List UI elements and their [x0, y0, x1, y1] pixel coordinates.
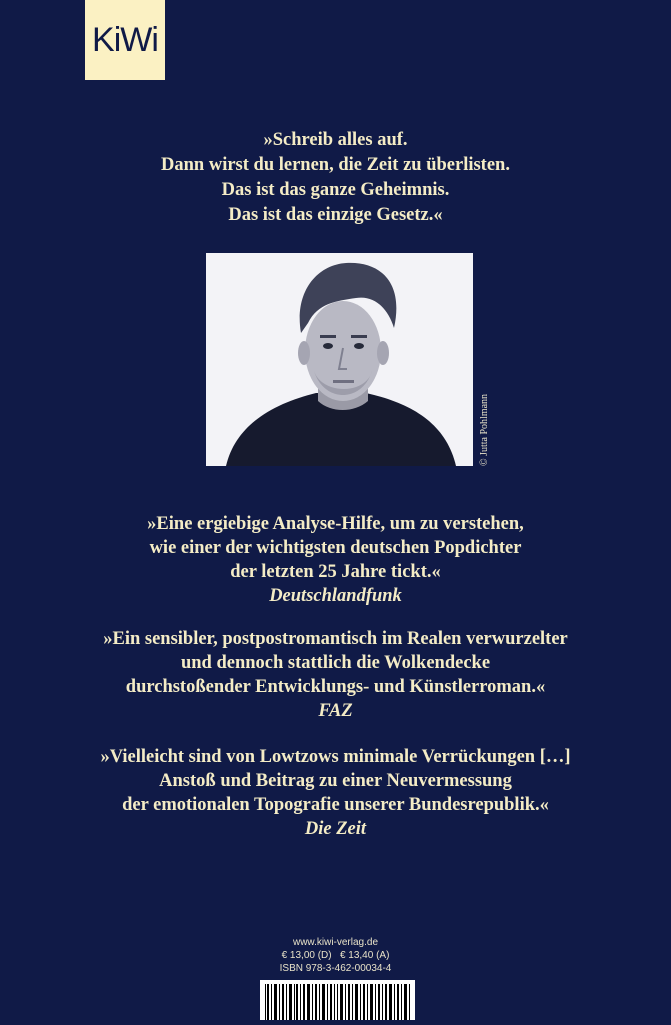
motto-line: Das ist das einzige Gesetz.« — [228, 205, 443, 225]
review-line: »Ein sensibler, postpostromantisch im Realen verwurzelter — [103, 629, 568, 649]
motto-quote — [0, 128, 671, 228]
review-line: der letzten 25 Jahre tickt.« — [230, 562, 441, 582]
motto-line: Das ist das ganze Geheimnis. — [221, 180, 450, 200]
author-portrait-illustration — [206, 253, 473, 466]
review-line: und dennoch stattlich die Wolkendecke — [180, 653, 491, 673]
review-line: wie einer der wichtigsten deutschen Popdichter — [149, 538, 522, 558]
author-photo — [206, 253, 473, 466]
review-line: Anstoß und Beitrag zu einer Neuvermessung — [159, 771, 512, 791]
barcode-icon — [260, 980, 415, 1020]
review-quote — [0, 745, 671, 841]
publisher-website: www.kiwi-verlag.de — [292, 937, 379, 948]
price-label: € 13,00 (D) € 13,40 (A) — [281, 950, 390, 961]
barcode — [260, 980, 415, 1020]
review-line: »Vielleicht sind von Lowtzows minimale Verrückungen […] — [100, 747, 571, 767]
motto-line: Dann wirst du lernen, die Zeit zu überlisten. — [161, 155, 510, 175]
review-quote — [0, 627, 671, 723]
isbn-label: ISBN 978-3-462-00034-4 — [279, 963, 392, 974]
imprint — [0, 936, 671, 975]
motto-line: »Schreib alles auf. — [263, 130, 408, 150]
review-line: »Eine ergiebige Analyse-Hilfe, um zu verstehen, — [147, 514, 524, 534]
review-quote — [0, 512, 671, 608]
review-line: durchstoßender Entwicklungs- und Künstlerroman.« — [125, 677, 546, 697]
kiwi-logo: KiWi — [85, 0, 165, 80]
review-source: FAZ — [318, 701, 353, 721]
photo-credit: © Jutta Pohlmann — [479, 393, 490, 466]
review-line: der emotionalen Topografie unserer Bundesrepublik.« — [122, 795, 549, 815]
review-source: Die Zeit — [304, 819, 367, 839]
review-source: Deutschlandfunk — [269, 586, 402, 606]
